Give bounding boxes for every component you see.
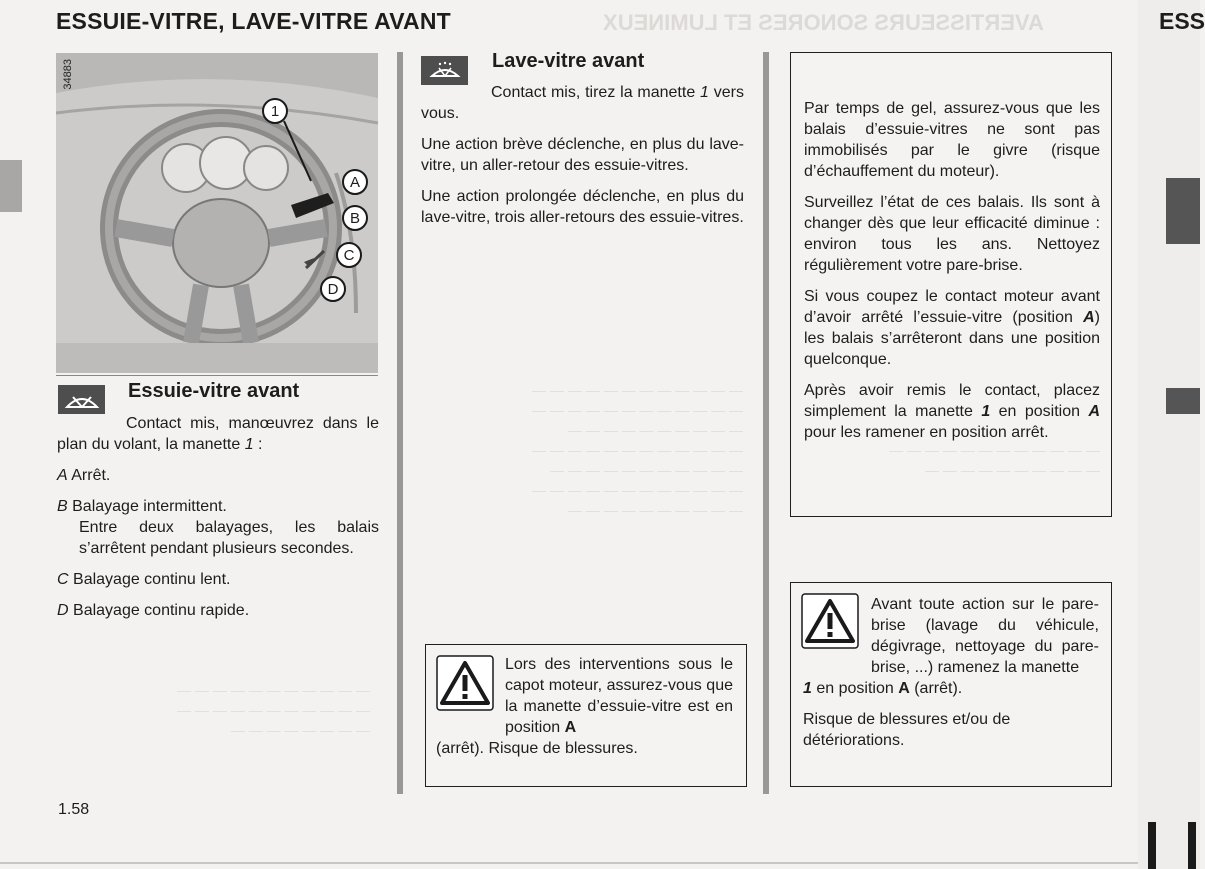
info-p4-text-b: en position xyxy=(998,403,1081,420)
info-p1: Par temps de gel, assurez-vous que les balais d’essuie-vitres ne sont pas immobilisés par le givre (risque d’échauffement du moteur). xyxy=(804,100,1100,180)
figure-reference-number: 34883 xyxy=(62,59,74,90)
chapter-tab xyxy=(0,160,22,212)
windscreen-washer-icon xyxy=(421,56,468,85)
callout-b: B xyxy=(342,205,368,231)
washer-p3: Une action prolongée déclenche, en plus du lave-vitre, trois aller-retours des essuie-vitres. xyxy=(421,188,744,226)
figure-rule xyxy=(56,375,378,376)
windscreen-warning-text-2b: (arrêt). xyxy=(914,680,963,697)
next-page-icon-block xyxy=(1166,388,1200,414)
position-key: A xyxy=(57,467,68,484)
stalk-number: 1 xyxy=(700,84,709,101)
info-p2: Surveillez l’état de ces balais. Ils sont à changer dès que leur efficacité diminue : environ tous les ans. Nettoyez régulièrement votre pare-brise. xyxy=(804,194,1100,274)
washer-p1-text: Contact mis, tirez la manette xyxy=(491,84,696,101)
engine-warning-box xyxy=(425,644,747,787)
windscreen-warning-box xyxy=(790,582,1112,787)
wiper-position-c xyxy=(57,569,379,590)
steering-wheel-drawing xyxy=(56,53,378,373)
windscreen-warning-risk: Risque de blessures et/ou de détériorations. xyxy=(803,711,1011,749)
callout-1: 1 xyxy=(262,98,288,124)
windscreen-warning-text xyxy=(871,594,1099,678)
info-p3-text-a: Si vous coupez le contact moteur avant d’avoir arrêté l’essuie-vitre (position xyxy=(804,288,1100,326)
show-through-text: — — — — — — — — — — — — — — — — — — — — — — xyxy=(889,442,1100,478)
info-p4-text-a: Après avoir remis le contact, placez simplement la manette xyxy=(804,382,1100,420)
washer-section-title: Lave-vitre avant xyxy=(492,50,645,72)
page-title: ESSUIE-VITRE, LAVE-VITRE AVANT xyxy=(56,8,451,34)
position-key: A xyxy=(1083,309,1095,326)
washer-p1 xyxy=(421,82,744,124)
page-bottom-edge xyxy=(0,862,1138,864)
next-page-edge-mark xyxy=(1148,822,1156,869)
callout-c: C xyxy=(336,242,362,268)
position-text: Balayage continu rapide. xyxy=(73,602,250,619)
position-text: Arrêt. xyxy=(71,467,111,484)
info-p3-text-b: ) les balais s’arrêteront dans une position quelconque. xyxy=(804,309,1100,368)
engine-warning-text-1: Lors des interventions sous le capot moteur, assurez-vous que la manette d’essuie-vitre est en position xyxy=(505,656,733,736)
position-key: A xyxy=(898,680,910,697)
info-p4 xyxy=(804,380,1100,443)
washer-instructions xyxy=(421,82,744,238)
steering-wheel-illustration xyxy=(56,53,378,373)
position-key: A xyxy=(1088,403,1100,420)
wiper-instructions xyxy=(57,413,379,631)
stalk-number: 1 xyxy=(244,436,254,453)
wiper-position-a xyxy=(57,465,379,486)
show-through-title: AVERTISSEURS SONORES ET LUMINEUX xyxy=(603,10,1044,35)
position-key: B xyxy=(57,498,68,515)
wiper-intro-text: Contact mis, manœuvrez dans le plan du volant, la manette xyxy=(57,415,379,453)
position-key: C xyxy=(57,571,69,588)
show-through-text: — — — — — — — — — — — — — — — — — — — — — — — — — — — — — — — — — — — — — — — — — — — — — — — — — — — — — — — — — — — — — — — — — — — — — — — — — — — — — — — xyxy=(532,382,743,518)
position-text: Balayage intermittent. xyxy=(72,498,227,515)
column-divider xyxy=(397,52,403,794)
callout-a: A xyxy=(342,169,368,195)
stalk-number: 1 xyxy=(981,403,991,420)
engine-warning-text xyxy=(505,654,733,738)
position-key: D xyxy=(57,602,69,619)
show-through-text: — — — — — — — — — — — — — — — — — — — — — — — — — — — — — — xyxy=(177,682,370,738)
frost-info-text xyxy=(804,98,1100,453)
engine-warning-text-2: (arrêt). Risque de blessures. xyxy=(436,740,638,757)
next-page-edge-mark xyxy=(1188,822,1196,869)
wiper-intro-end: : xyxy=(253,436,263,453)
wiper-position-b xyxy=(57,496,379,559)
position-key: A xyxy=(564,719,577,736)
info-p3 xyxy=(804,286,1100,370)
warning-icon xyxy=(436,655,494,711)
info-p4-text-c: pour les ramener en position arrêt. xyxy=(804,424,1049,441)
next-page-image-block xyxy=(1166,178,1200,244)
position-b-detail: Entre deux balayages, les balais s’arrêtent pendant plusieurs secondes. xyxy=(79,519,379,557)
windscreen-warning-text-2a: en position xyxy=(816,680,894,697)
callout-d: D xyxy=(320,276,346,302)
windscreen-warning-text-1: Avant toute action sur le pare-brise (lavage du véhicule, dégivrage, nettoyage du pare-brise, ...) ramenez la manette xyxy=(871,596,1099,676)
stalk-number: 1 xyxy=(803,680,812,697)
washer-p1-end: vers vous. xyxy=(421,84,744,122)
wiper-position-d xyxy=(57,600,379,621)
warning-icon xyxy=(801,593,859,649)
washer-p2: Une action brève déclenche, en plus du lave-vitre, un aller-retour des essuie-vitres. xyxy=(421,136,744,174)
column-divider xyxy=(763,52,769,794)
page-number: 1.58 xyxy=(58,801,90,818)
wiper-intro xyxy=(57,413,379,455)
wiper-section-title: Essuie-vitre avant xyxy=(128,380,300,402)
next-page-title: ESS xyxy=(1159,8,1205,34)
windscreen-wiper-icon xyxy=(58,385,105,414)
next-page-edge xyxy=(1138,0,1200,869)
position-text: Balayage continu lent. xyxy=(73,571,231,588)
windscreen-warning-text-2 xyxy=(803,678,1103,699)
